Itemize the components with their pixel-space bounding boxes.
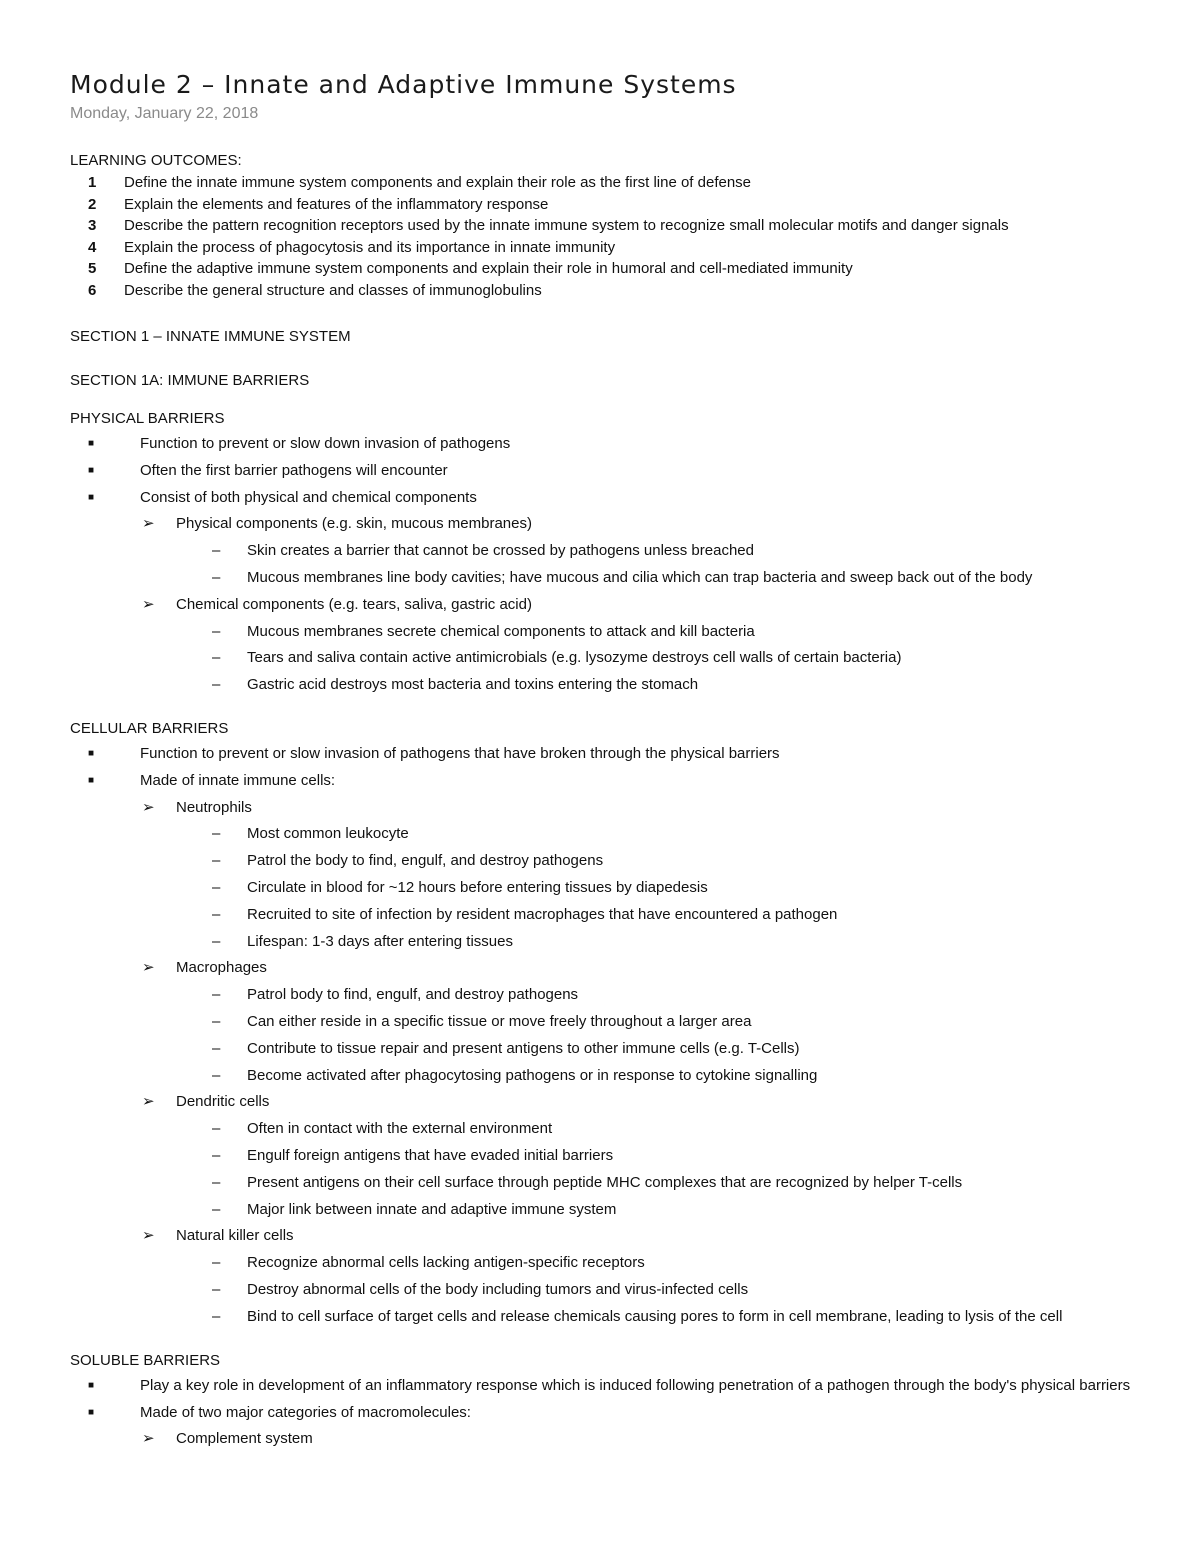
square-bullet-icon: ■ <box>88 1379 95 1391</box>
learning-outcome-item <box>70 258 1140 280</box>
list-item: ■ Made of innate immune cells: <box>70 768 1140 795</box>
square-bullet-icon: ■ <box>88 747 95 759</box>
dash-bullet-icon: – <box>212 1120 221 1138</box>
square-bullet-icon: ■ <box>88 774 95 786</box>
outcome-text: Define the innate immune system components and explain their role as the first line of defense <box>124 174 752 191</box>
arrow-bullet-icon: ➢ <box>142 798 155 816</box>
arrow-bullet-icon: ➢ <box>142 959 155 977</box>
square-bullet-icon: ■ <box>88 1406 95 1418</box>
learning-outcome-item <box>70 280 1140 302</box>
learning-outcomes-heading: LEARNING OUTCOMES: <box>70 152 242 169</box>
list-subitem: ➢ Chemical components (e.g. tears, saliva, gastric acid) <box>70 592 1140 619</box>
dash-bullet-icon: – <box>212 1280 221 1298</box>
arrow-bullet-icon: ➢ <box>142 595 155 613</box>
list-detail: – Bind to cell surface of target cells and release chemicals causing pores to form in cell membrane, leading to lysis of the cell <box>70 1304 1140 1331</box>
dash-bullet-icon: – <box>212 542 221 560</box>
list-item: ■ Made of two major categories of macromolecules: <box>70 1400 1140 1427</box>
dash-bullet-icon: – <box>212 932 221 950</box>
list-detail: – Recruited to site of infection by resident macrophages that have encountered a pathogen <box>70 902 1140 929</box>
list-detail: – Engulf foreign antigens that have evaded initial barriers <box>70 1143 1140 1170</box>
physical-barriers-heading: PHYSICAL BARRIERS <box>70 410 225 427</box>
dash-bullet-icon: – <box>212 905 221 923</box>
list-subitem: ➢ Neutrophils <box>70 795 1140 822</box>
arrow-bullet-icon: ➢ <box>142 515 155 533</box>
list-detail: – Mucous membranes secrete chemical components to attack and kill bacteria <box>70 619 1140 646</box>
list-detail: – Major link between innate and adaptive immune system <box>70 1197 1140 1224</box>
outcome-text: Describe the pattern recognition receptors used by the innate immune system to recognize small molecular motifs and danger signals <box>124 217 1009 234</box>
outcome-number: 3 <box>88 217 97 234</box>
outcome-number: 4 <box>88 238 97 256</box>
dash-bullet-icon: – <box>212 1200 221 1218</box>
outcome-text: Explain the elements and features of the inflammatory response <box>124 195 549 213</box>
list-detail: – Present antigens on their cell surface through peptide MHC complexes that are recognized by helper T-cells <box>70 1170 1140 1197</box>
list-detail: – Circulate in blood for ~12 hours before entering tissues by diapedesis <box>70 875 1140 902</box>
learning-outcome-item <box>70 172 1140 194</box>
arrow-bullet-icon: ➢ <box>142 1093 155 1111</box>
dash-bullet-icon: – <box>212 676 221 694</box>
dash-bullet-icon: – <box>212 852 221 870</box>
dash-bullet-icon: – <box>212 1039 221 1057</box>
dash-bullet-icon: – <box>212 1254 221 1272</box>
dash-bullet-icon: – <box>212 649 221 667</box>
arrow-bullet-icon: ➢ <box>142 1430 155 1448</box>
list-detail: – Gastric acid destroys most bacteria and toxins entering the stomach <box>70 672 1140 699</box>
list-detail: – Can either reside in a specific tissue or move freely throughout a larger area <box>70 1009 1140 1036</box>
page-date: Monday, January 22, 2018 <box>70 105 259 122</box>
dash-bullet-icon: – <box>212 878 221 896</box>
outcome-number: 5 <box>88 260 97 277</box>
outcome-number: 2 <box>88 195 97 213</box>
list-detail: – Become activated after phagocytosing pathogens or in response to cytokine signalling <box>70 1063 1140 1090</box>
dash-bullet-icon: – <box>212 825 221 843</box>
square-bullet-icon: ■ <box>88 438 95 449</box>
dash-bullet-icon: – <box>212 1307 221 1325</box>
square-bullet-icon: ■ <box>88 464 95 476</box>
square-bullet-icon: ■ <box>88 491 95 503</box>
cellular-barriers-heading: CELLULAR BARRIERS <box>70 719 229 737</box>
dash-bullet-icon: – <box>212 622 221 640</box>
soluble-barriers-heading: SOLUBLE BARRIERS <box>70 1351 221 1369</box>
outcome-number: 6 <box>88 281 97 299</box>
dash-bullet-icon: – <box>212 1173 221 1191</box>
document-body <box>70 146 1140 1453</box>
list-detail: – Tears and saliva contain active antimicrobials (e.g. lysozyme destroys cell walls of certain bacteria) <box>70 645 1140 672</box>
list-detail: – Contribute to tissue repair and present antigens to other immune cells (e.g. T-Cells) <box>70 1036 1140 1063</box>
list-detail: – Destroy abnormal cells of the body including tumors and virus-infected cells <box>70 1277 1140 1304</box>
list-subitem: ➢ Complement system <box>70 1426 1140 1453</box>
outcome-number: 1 <box>88 174 97 191</box>
section-heading: SECTION 1 – INNATE IMMUNE SYSTEM <box>70 328 351 345</box>
list-item: ■ Function to prevent or slow invasion of pathogens that have broken through the physical barriers <box>70 741 1140 768</box>
outcome-text: Define the adaptive immune system components and explain their role in humoral and cell-mediated immunity <box>124 260 853 277</box>
page-title: Module 2 – Innate and Adaptive Immune Systems <box>70 70 737 99</box>
arrow-bullet-icon: ➢ <box>142 1227 155 1245</box>
learning-outcome-item <box>70 194 1140 216</box>
dash-bullet-icon: – <box>212 1146 221 1164</box>
list-item: ■ Often the first barrier pathogens will encounter <box>70 458 1140 485</box>
dash-bullet-icon: – <box>212 1012 221 1030</box>
list-detail: – Patrol the body to find, engulf, and destroy pathogens <box>70 848 1140 875</box>
list-subitem: ➢ Dendritic cells <box>70 1089 1140 1116</box>
list-subitem: ➢ Macrophages <box>70 955 1140 982</box>
learning-outcomes-list <box>70 172 1140 301</box>
list-item: ■ Function to prevent or slow down invasion of pathogens <box>70 431 1140 458</box>
list-detail: – Skin creates a barrier that cannot be crossed by pathogens unless breached <box>70 538 1140 565</box>
list-detail: – Mucous membranes line body cavities; have mucous and cilia which can trap bacteria and sweep back out of the body <box>70 565 1140 592</box>
list-subitem: ➢ Natural killer cells <box>70 1223 1140 1250</box>
list-detail: – Most common leukocyte <box>70 821 1140 848</box>
list-item: ■ Play a key role in development of an inflammatory response which is induced following penetration of a pathogen through the body's physical barriers <box>70 1373 1140 1400</box>
list-detail: – Often in contact with the external environment <box>70 1116 1140 1143</box>
list-subitem: ➢ Physical components (e.g. skin, mucous membranes) <box>70 511 1140 538</box>
subsection-heading: SECTION 1A: IMMUNE BARRIERS <box>70 372 310 389</box>
outcome-text: Describe the general structure and classes of immunoglobulins <box>124 281 542 299</box>
dash-bullet-icon: – <box>212 568 221 586</box>
learning-outcome-item <box>70 237 1140 259</box>
dash-bullet-icon: – <box>212 1066 221 1084</box>
list-detail: – Lifespan: 1-3 days after entering tissues <box>70 929 1140 956</box>
outcome-text: Explain the process of phagocytosis and its importance in innate immunity <box>124 238 616 256</box>
dash-bullet-icon: – <box>212 986 221 1004</box>
learning-outcome-item <box>70 215 1140 237</box>
list-detail: – Patrol body to find, engulf, and destroy pathogens <box>70 982 1140 1009</box>
list-detail: – Recognize abnormal cells lacking antigen-specific receptors <box>70 1250 1140 1277</box>
list-item: ■ Consist of both physical and chemical components <box>70 485 1140 512</box>
